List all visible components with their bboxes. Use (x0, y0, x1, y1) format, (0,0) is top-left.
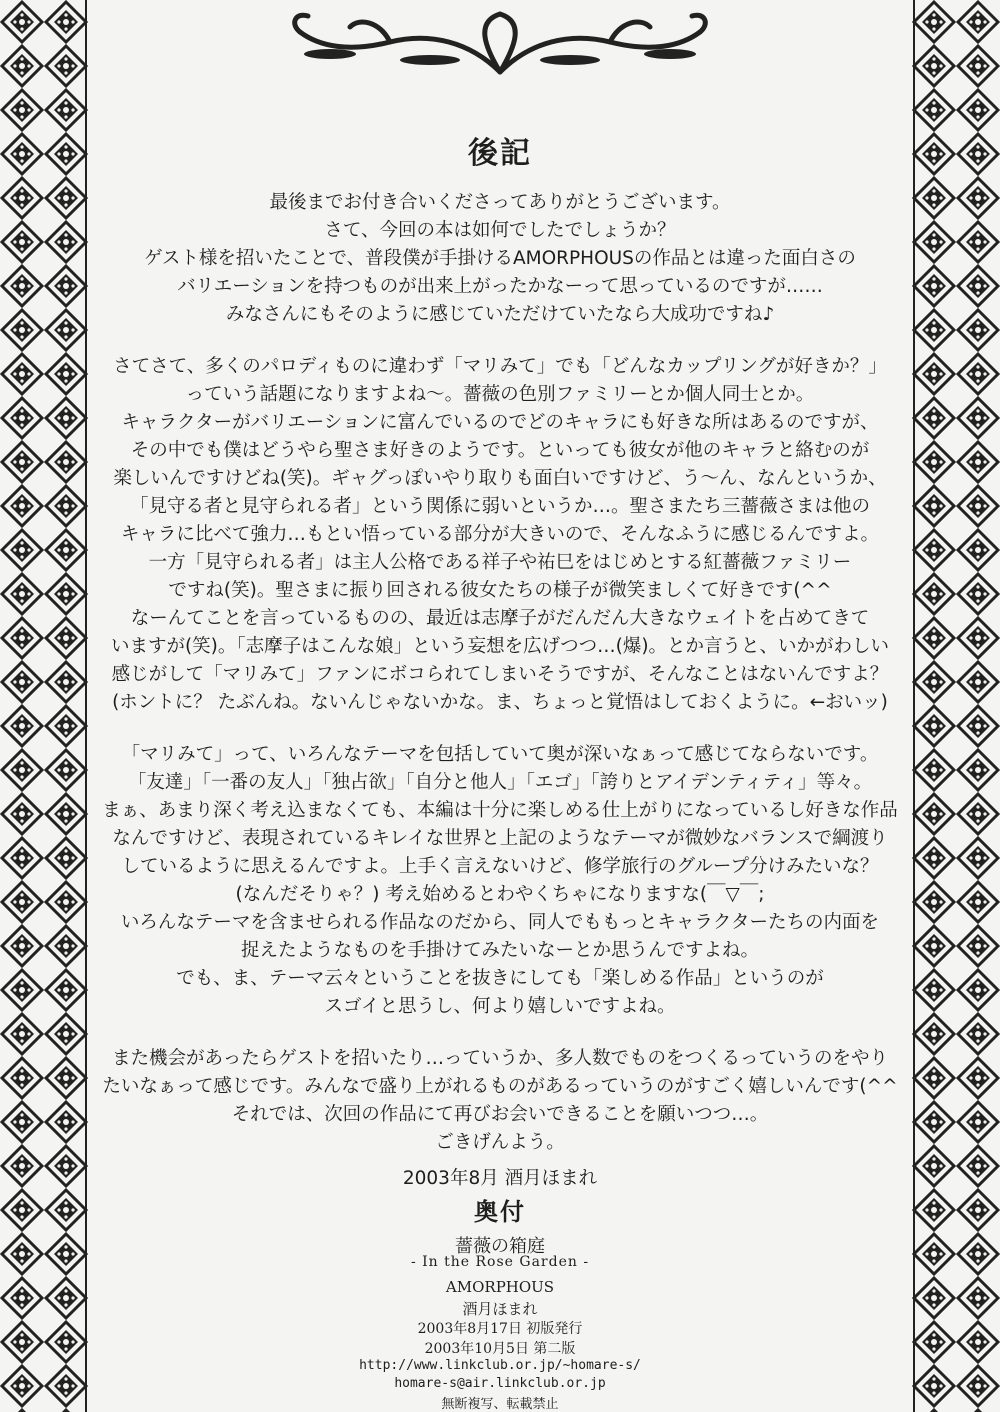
text-line: いろんなテーマを含ませられる作品なのだから、同人でももっとキャラクターたちの内面を (120, 912, 880, 933)
text-line: ですね(笑)。聖さまに振り回される彼女たちの様子が微笑ましくて好きです(^^ (168, 580, 832, 601)
website-url: http://www.linkclub.or.jp/~homare-s/ (359, 1358, 641, 1373)
circle-name: AMORPHOUS (445, 1278, 555, 1296)
text-line: その中でも僕はどうやら聖さま好きのようです。といっても彼女が他のキャラと絡むのが (130, 440, 870, 461)
text-line: ごきげんよう。 (435, 1132, 565, 1153)
text-line: (ホントに？ たぶんね。ないんじゃないかな。ま、ちょっと覚悟はしておくように。←おいッ) (112, 692, 888, 713)
text-line: 「見守る者と見守られる者」という関係に弱いというか…。聖さまたち三薔薇さまは他の (129, 496, 870, 517)
text-line: (なんだそりゃ？) 考え始めるとわやくちゃになりますな(￣▽￣; (235, 884, 765, 905)
text-line: まぁ、あまり深く考え込まなくても、本編は十分に楽しめる仕上がりになっているし好きな作品 (102, 800, 898, 821)
first-edition-date: 2003年8月17日 初版発行 (417, 1321, 583, 1337)
text-line: しているように思えるんですよ。上手く言えないけど、修学旅行のグループ分けみたいな？ (121, 856, 879, 877)
text-line: たいなぁって感じです。みんなで盛り上がれるものがあるっていうのがすごく嬉しいんです(^^ (102, 1076, 898, 1097)
book-subtitle: - In the Rose Garden - (410, 1254, 590, 1270)
text-line: キャラに比べて強力…もとい悟っている部分が大きいので、そんなふうに感じるんですよ。 (120, 524, 880, 545)
email-address: homare-s@air.linkclub.or.jp (394, 1376, 606, 1391)
left-lace-border (0, 0, 88, 1412)
book-title: 薔薇の箱庭 (455, 1236, 545, 1257)
text-line: いますが(笑)。「志摩子はこんな娘」という妄想を広げつつ…(爆)。とか言うと、いかがわしい (110, 636, 890, 657)
text-line: 捉えたようなものを手掛けてみたいなーとか思うんですよね。 (240, 940, 759, 961)
afterword-signature: 2003年8月 酒月ほまれ (402, 1168, 598, 1189)
text-line: 最後までお付き合いくださってありがとうございます。 (269, 192, 731, 213)
text-line: バリエーションを持つものが出来上がったかなーって思っているのですが…… (177, 276, 823, 297)
second-edition-date: 2003年10月5日 第二版 (424, 1341, 576, 1357)
colophon-title: 奥付 (474, 1198, 526, 1226)
text-line: さて、今回の本は如何でしたでしょうか？ (324, 220, 676, 241)
text-line: みなさんにもそのように感じていただけていたなら大成功ですね♪ (225, 304, 775, 325)
text-line: 「友達」「一番の友人」「独占欲」「自分と他人」「エゴ」「誇りとアイデンティティ」等々。 (127, 772, 873, 793)
text-line: なんですけど、表現されているキレイな世界と上記のようなテーマが微妙なバランスで綱渡り (112, 828, 888, 849)
text-line: それでは、次回の作品にて再びお会いできることを願いつつ…。 (231, 1104, 769, 1125)
afterword-title: 後記 (468, 136, 532, 171)
text-line: なーんてことを言っているものの、最近は志摩子がだんだん大きなウェイトを占めてきて (130, 608, 870, 629)
text-line: さてさて、多くのパロディものに違わず「マリみて」でも「どんなカップリングが好きか？」 (113, 356, 887, 377)
top-scroll-ornament (270, 2, 730, 80)
text-line: キャラクターがバリエーションに富んでいるのでどのキャラにも好きな所はあるのですが、 (121, 412, 879, 433)
text-line: でも、ま、テーマ云々ということを抜きにしても「楽しめる作品」というのが (176, 968, 824, 989)
text-line: ゲスト様を招いたことで、普段僕が手掛けるAMORPHOUSの作品とは違った面白さの (144, 248, 856, 269)
text-line: 一方「見守られる者」は主人公格である祥子や祐巳をはじめとする紅薔薇ファミリー (148, 552, 852, 573)
text-line: スゴイと思うし、何より嬉しいですよね。 (324, 996, 676, 1017)
text-line: 「マリみて」って、いろんなテーマを包括していて奥が深いなぁって感じてならないです。 (121, 744, 879, 765)
text-line: また機会があったらゲストを招いたり…っていうか、多人数でものをつくるっていうのをやり (111, 1048, 889, 1069)
text-line: っていう話題になりますよね～。薔薇の色別ファミリーとか個人同士とか。 (185, 384, 815, 405)
copyright-notice: 無断複写、転載禁止 (441, 1397, 559, 1412)
author-name: 酒月ほまれ (462, 1300, 538, 1318)
right-lace-border (912, 0, 1000, 1412)
text-line: 楽しいんですけどね(笑)。ギャグっぽいやり取りも面白いですけど、う～ん、なんというか、 (113, 468, 887, 489)
text-line: 感じがして「マリみて」ファンにボコられてしまいそうですが、そんなことはないんですよ？ (111, 664, 889, 685)
